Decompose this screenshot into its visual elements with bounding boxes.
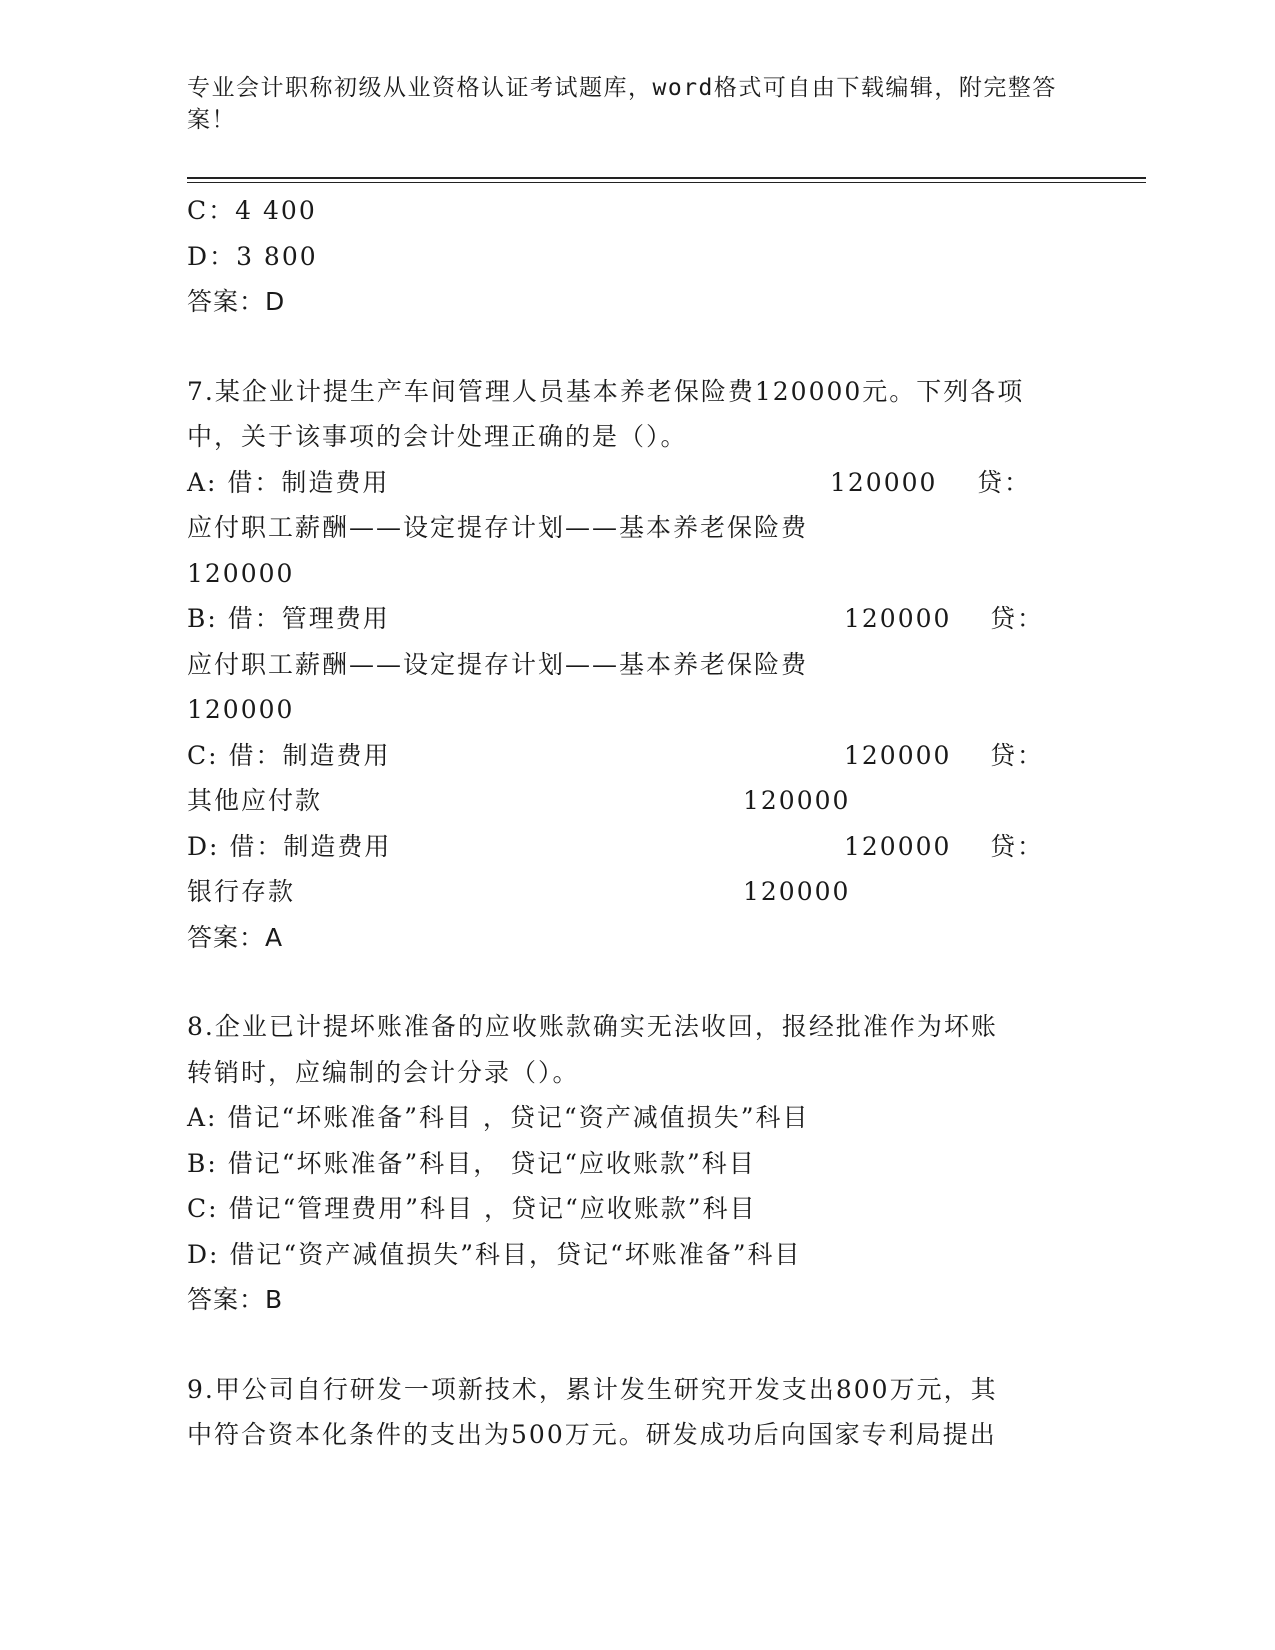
prev-option-c: C：4 400 <box>187 196 317 225</box>
q7-option-b-credit-account: 应付职工薪酬——设定提存计划——基本养老保险费 <box>187 649 809 679</box>
q7-option-a-credit-account: 应付职工薪酬——设定提存计划——基本养老保险费 <box>187 513 809 542</box>
q8-option-a: A: 借记“坏账准备”科目 ，贷记“资产减值损失”科目 <box>187 1103 810 1132</box>
q8-option-c: C: 借记“管理费用”科目 ，贷记“应收账款”科目 <box>187 1194 757 1223</box>
header-rule-thick <box>187 177 1146 179</box>
q7-option-c-credit: 其他应付款 120000 <box>187 786 851 815</box>
q7-option-a-credit-amount: 120000 <box>187 558 295 588</box>
q7-stem-line1: 7.某企业计提生产车间管理人员基本养老保险费120000元。下列各项 <box>187 376 1025 406</box>
prev-answer: 答案：D <box>187 287 286 316</box>
q8-stem-line2: 转销时，应编制的会计分录（）。 <box>187 1057 580 1087</box>
q7-option-d-debit: D: 借：制造费用 120000 贷： <box>187 831 1045 861</box>
q8-stem-line1: 8.企业已计提坏账准备的应收账款确实无法收回，报经批准作为坏账 <box>187 1012 998 1041</box>
q8-option-b: B: 借记“坏账准备”科目， 贷记“应收账款”科目 <box>187 1148 756 1178</box>
q7-option-a-debit: A: 借：制造费用 120000 贷： <box>187 467 1032 497</box>
q7-option-d-credit: 银行存款 120000 <box>187 877 851 906</box>
q9-stem-line2: 中符合资本化条件的支出为500万元。研发成功后向国家专利局提出 <box>187 1420 997 1449</box>
q7-option-b-credit-amount: 120000 <box>187 695 295 724</box>
q8-option-d: D: 借记“资产减值损失”科目，贷记“坏账准备”科目 <box>187 1239 802 1269</box>
q9-stem-line1: 9.甲公司自行研发一项新技术，累计发生研究开发支出800万元，其 <box>187 1374 998 1404</box>
q7-stem-line2: 中，关于该事项的会计处理正确的是（）。 <box>187 422 688 451</box>
header-text: 专业会计职称初级从业资格认证考试题库，word格式可自由下载编辑，附完整答案！ <box>187 75 1057 133</box>
q8-answer: 答案：B <box>187 1285 284 1314</box>
question-content <box>187 188 1087 1458</box>
q7-answer: 答案：A <box>187 922 284 952</box>
header-rule-thin <box>187 182 1146 183</box>
q7-option-c-debit: C: 借：制造费用 120000 贷： <box>187 740 1045 770</box>
q7-option-b-debit: B: 借：管理费用 120000 贷： <box>187 604 1045 633</box>
prev-option-d: D：3 800 <box>187 241 318 271</box>
page-header <box>187 72 1067 136</box>
